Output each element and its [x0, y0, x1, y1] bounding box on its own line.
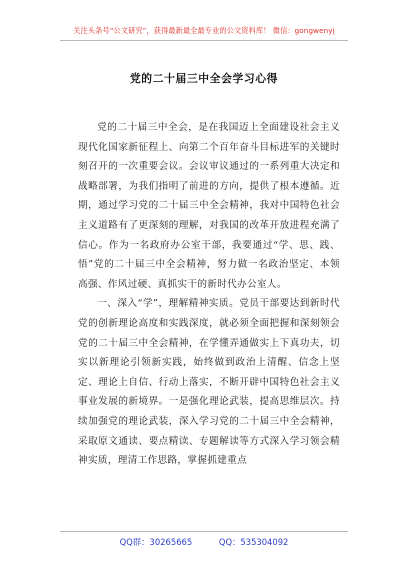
header-divider — [60, 40, 348, 41]
document-title: 党的二十届三中全会学习心得 — [129, 72, 279, 85]
footer-qq-number: QQ：535304092 — [218, 537, 289, 547]
footer-qq-group: QQ群：30265665 — [119, 537, 193, 547]
footer-contact — [0, 536, 408, 548]
header-banner: 关注头条号“公文研究”，获得最新最全最专业的公文资料库！ 微信：gongwenyj — [73, 26, 335, 35]
paragraph-section-1: 一、深入“学”，理解精神实质。党员干部要达到新时代党的创新理论高度和实践深度，就必须全面把握和深刻领会党的二十届三中全会精神，在学懂弄通做实上下真功夫，切实以新理论引领新实践，始终做到政治上清醒、信念上坚定、理论上自信、行动上落实，不断开辟中国特色社会主义事业发展的新境界。一是强化理论武装，提高思维层次。持续加强党的理论武装，深入学习党的二十届三中全会精神，采取原文通读、要点精读、专题解读等方式深入学习领会精神实质，理清工作思路，掌握抓建重点 — [78, 298, 340, 467]
document-body — [78, 118, 340, 471]
paragraph-intro: 党的二十届三中全会，是在我国迈上全面建设社会主义现代化国家新征程上、向第二个百年奋斗目标进军的关键时刻召开的一次重要会议。会议审议通过的一系列重大决定和战略部署，为我们指明了前进的方向，提供了根本遵循。近期，通过学习党的二十届三中全会精神，我对中国特色社会主义道路有了更深刻的理解，对我国的改革开放进程充满了信心。作为一名政府办公室干部，我要通过“学、思、践、悟”党的二十届三中全会精神，努力做一名政治坚定、本领高强、作风过硬、真抓实干的新时代办公室人。 — [78, 122, 340, 290]
footer-divider — [60, 531, 348, 532]
